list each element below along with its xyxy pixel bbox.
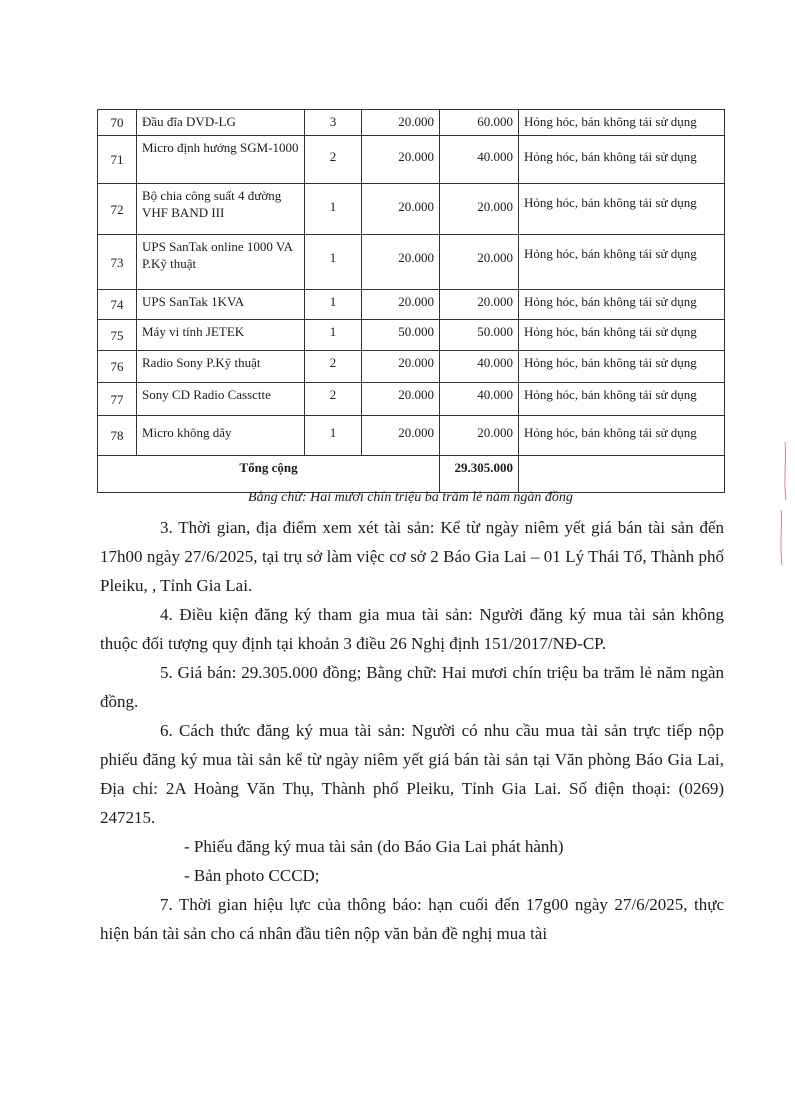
row-name: Bộ chia công suất 4 đường VHF BAND III bbox=[137, 184, 305, 235]
row-stt: 76 bbox=[98, 351, 137, 383]
paragraph-6-registration: 6. Cách thức đăng ký mua tài sản: Người có nhu cầu mua tài sản trực tiếp nộp phiếu đăng ký mua tài sản kể từ ngày niêm yết giá bán tài sản tại Văn phòng Báo Gia Lai, Địa chỉ: 2A Hoàng Văn Thụ, Thành phố Pleiku, Tỉnh Gia Lai. Số điện thoại: (0269) 247215. bbox=[100, 721, 724, 827]
bullet-id-copy: - Bản photo CCCD; bbox=[184, 866, 320, 885]
row-name: Radio Sony P.Kỹ thuật bbox=[137, 351, 305, 383]
row-total: 60.000 bbox=[440, 110, 519, 136]
row-unit-price: 20.000 bbox=[362, 290, 440, 320]
row-unit-price: 20.000 bbox=[362, 136, 440, 184]
row-quantity: 1 bbox=[305, 320, 362, 351]
paragraph-3-viewing-time: 3. Thời gian, địa điểm xem xét tài sản: Kể từ ngày niêm yết giá bán tài sản đến 17h00 ngày 27/6/2025, tại trụ sở làm việc cơ sở 2 Báo Gia Lai – 01 Lý Thái Tổ, Thành phố Pleiku, , Tỉnh Gia Lai. bbox=[100, 518, 724, 595]
table-row bbox=[98, 383, 725, 416]
row-note: Hỏng hóc, bán không tái sử dụng bbox=[519, 290, 725, 320]
row-total: 20.000 bbox=[440, 416, 519, 456]
table-row bbox=[98, 416, 725, 456]
bullet-registration-form: - Phiếu đăng ký mua tài sản (do Báo Gia Lai phát hành) bbox=[184, 837, 564, 856]
row-quantity: 2 bbox=[305, 351, 362, 383]
paragraph-4-conditions: 4. Điều kiện đăng ký tham gia mua tài sản: Người đăng ký mua tài sản không thuộc đối tượng quy định tại khoản 3 điều 26 Nghị định 151/2017/NĐ-CP. bbox=[100, 605, 724, 653]
table-row bbox=[98, 290, 725, 320]
table-row bbox=[98, 235, 725, 290]
total-note-empty bbox=[519, 456, 725, 493]
row-quantity: 1 bbox=[305, 416, 362, 456]
row-name: Sony CD Radio Cassctte bbox=[137, 383, 305, 416]
row-note: Hỏng hóc, bán không tái sử dụng bbox=[519, 110, 725, 136]
row-unit-price: 20.000 bbox=[362, 235, 440, 290]
row-total: 40.000 bbox=[440, 136, 519, 184]
row-stt: 73 bbox=[98, 235, 137, 290]
row-total: 20.000 bbox=[440, 184, 519, 235]
row-total: 20.000 bbox=[440, 235, 519, 290]
row-name: Micro định hướng SGM-1000 bbox=[137, 136, 305, 184]
row-quantity: 2 bbox=[305, 136, 362, 184]
row-unit-price: 20.000 bbox=[362, 383, 440, 416]
row-stt: 74 bbox=[98, 290, 137, 320]
row-name: Máy vi tính JETEK bbox=[137, 320, 305, 351]
row-note: Hỏng hóc, bán không tái sử dụng bbox=[519, 235, 725, 290]
row-total: 20.000 bbox=[440, 290, 519, 320]
row-name: Đầu đĩa DVD-LG bbox=[137, 110, 305, 136]
row-stt: 75 bbox=[98, 320, 137, 351]
total-value: 29.305.000 bbox=[440, 456, 519, 493]
row-stt: 71 bbox=[98, 136, 137, 184]
row-total: 50.000 bbox=[440, 320, 519, 351]
table-row bbox=[98, 351, 725, 383]
row-quantity: 1 bbox=[305, 235, 362, 290]
row-total: 40.000 bbox=[440, 383, 519, 416]
row-stt: 77 bbox=[98, 383, 137, 416]
table-total-row bbox=[98, 456, 725, 493]
asset-table bbox=[97, 109, 725, 493]
row-unit-price: 20.000 bbox=[362, 110, 440, 136]
row-unit-price: 20.000 bbox=[362, 351, 440, 383]
body-text bbox=[100, 513, 724, 948]
row-stt: 72 bbox=[98, 184, 137, 235]
row-stt: 78 bbox=[98, 416, 137, 456]
row-quantity: 3 bbox=[305, 110, 362, 136]
paragraph-5-price: 5. Giá bán: 29.305.000 đồng; Bằng chữ: Hai mươi chín triệu ba trăm lẻ năm ngàn đồng. bbox=[100, 663, 724, 711]
row-note: Hỏng hóc, bán không tái sử dụng bbox=[519, 320, 725, 351]
amount-in-words-caption: Bằng chữ: Hai mươi chín triệu ba trăm lẻ năm ngàn đồng bbox=[248, 490, 573, 505]
row-name: UPS SanTak 1KVA bbox=[137, 290, 305, 320]
row-quantity: 1 bbox=[305, 290, 362, 320]
row-note: Hỏng hóc, bán không tái sử dụng bbox=[519, 351, 725, 383]
row-unit-price: 50.000 bbox=[362, 320, 440, 351]
row-unit-price: 20.000 bbox=[362, 184, 440, 235]
table-row bbox=[98, 136, 725, 184]
margin-stamp-mark-icon bbox=[765, 440, 791, 570]
table-row bbox=[98, 184, 725, 235]
row-name: UPS SanTak online 1000 VA P.Kỹ thuật bbox=[137, 235, 305, 290]
row-quantity: 1 bbox=[305, 184, 362, 235]
table-row bbox=[98, 320, 725, 351]
row-quantity: 2 bbox=[305, 383, 362, 416]
total-label: Tổng cộng bbox=[98, 456, 440, 493]
row-note: Hỏng hóc, bán không tái sử dụng bbox=[519, 383, 725, 416]
row-note: Hỏng hóc, bán không tái sử dụng bbox=[519, 416, 725, 456]
paragraph-7-validity: 7. Thời gian hiệu lực của thông báo: hạn cuối đến 17g00 ngày 27/6/2025, thực hiện bán tài sản cho cá nhân đầu tiên nộp văn bản đề nghị mua tài bbox=[100, 895, 724, 943]
row-unit-price: 20.000 bbox=[362, 416, 440, 456]
row-note: Hỏng hóc, bán không tái sử dụng bbox=[519, 136, 725, 184]
row-name: Micro không dây bbox=[137, 416, 305, 456]
row-total: 40.000 bbox=[440, 351, 519, 383]
row-stt: 70 bbox=[98, 110, 137, 136]
table-row bbox=[98, 110, 725, 136]
row-note: Hỏng hóc, bán không tái sử dụng bbox=[519, 184, 725, 235]
